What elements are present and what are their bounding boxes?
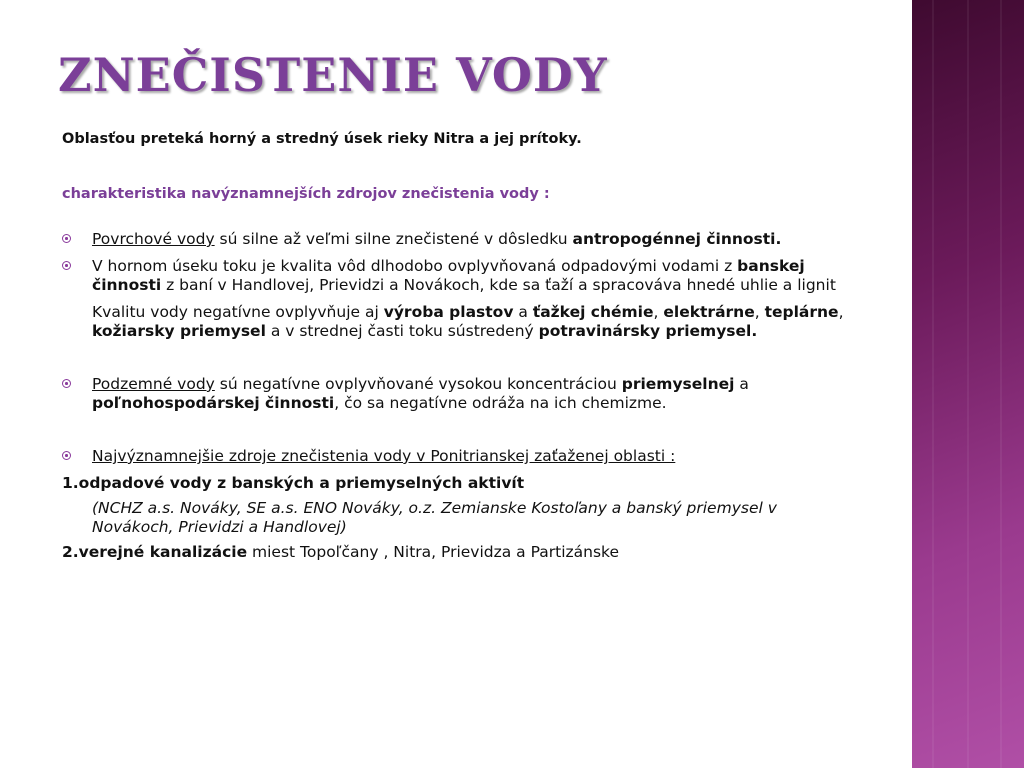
- bullet-surface-water: [62, 230, 862, 249]
- para-bold: potravinársky priemysel.: [538, 322, 758, 340]
- para-text: ,: [838, 303, 844, 321]
- item-1-detail: (NCHZ a.s. Nováky, SE a.s. ENO Nováky, o.z. Zemianske Kostoľany a banský priemysel v Novákoch, Prievidzi a Handlovej): [92, 499, 777, 536]
- slide-title: ZNEČISTENIE VODY: [58, 48, 608, 102]
- bullet-bold: antropogénnej činnosti: [572, 230, 776, 248]
- para-bold: kožiarsky priemysel: [92, 322, 266, 340]
- item-1: [62, 474, 862, 493]
- bullet-bold: priemyselnej: [621, 375, 735, 393]
- bullet-marker-icon: [62, 451, 71, 460]
- bullet-text: z baní v Handlovej, Prievidzi a Novákoch, kde sa ťaží a spracováva hnedé uhlie a lignit: [161, 276, 836, 294]
- bullet-text: sú silne až veľmi silne znečistené v dôsledku: [214, 230, 573, 248]
- para-bold: teplárne: [764, 303, 839, 321]
- band-stripe: [967, 0, 969, 768]
- subheading: charakteristika navýznamnejších zdrojov znečistenia vody :: [62, 186, 550, 202]
- band-stripe: [1000, 0, 1002, 768]
- item-2: [62, 543, 862, 562]
- bullet-text: a: [734, 375, 749, 393]
- ground-water-link[interactable]: Podzemné vody: [92, 375, 215, 393]
- bullet-text: V hornom úseku toku je kvalita vôd dlhodobo ovplyvňovaná odpadovými vodami z: [92, 257, 738, 275]
- para-text: ,: [754, 303, 765, 321]
- para-bold: elektrárne: [663, 303, 755, 321]
- bullet-marker-icon: [62, 379, 71, 388]
- bullet-text: sú negatívne ovplyvňované vysokou koncentráciou: [214, 375, 622, 393]
- bullet-ground-water: [62, 375, 862, 413]
- water-quality-paragraph: [62, 303, 862, 341]
- bullet-end: .: [775, 230, 782, 248]
- bullet-marker-icon: [62, 261, 71, 270]
- main-sources-link[interactable]: Najvýznamnejšie zdroje znečistenia vody v Ponitrianskej zaťaženej oblasti :: [92, 447, 676, 465]
- bullet-marker-icon: [62, 234, 71, 243]
- para-bold: výroba plastov: [383, 303, 514, 321]
- bullet-bold: banskej činnosti: [92, 257, 805, 294]
- band-stripe: [932, 0, 934, 768]
- bullet-main-sources: [62, 447, 862, 466]
- item-2-label: 2.verejné kanalizácie: [62, 543, 248, 561]
- surface-water-link[interactable]: Povrchové vody: [92, 230, 215, 248]
- para-text: Kvalitu vody negatívne ovplyvňuje aj: [92, 303, 384, 321]
- para-text: ,: [653, 303, 664, 321]
- intro-text: Oblasťou preteká horný a stredný úsek rieky Nitra a jej prítoky.: [62, 131, 582, 147]
- para-text: a v strednej časti toku sústredený: [265, 322, 539, 340]
- bullet-text: , čo sa negatívne odráža na ich chemizme.: [334, 394, 667, 412]
- para-bold: ťažkej chémie: [532, 303, 654, 321]
- bullet-bold: poľnohospodárskej činnosti: [92, 394, 335, 412]
- para-text: a: [513, 303, 533, 321]
- item-2-text: miest Topoľčany , Nitra, Prievidza a Partizánske: [247, 543, 619, 561]
- decorative-side-band: [912, 0, 1024, 768]
- bullet-upper-stream: [62, 257, 862, 295]
- item-1-label: 1.odpadové vody z banských a priemyselných aktivít: [62, 474, 525, 492]
- slide-content: [62, 130, 862, 568]
